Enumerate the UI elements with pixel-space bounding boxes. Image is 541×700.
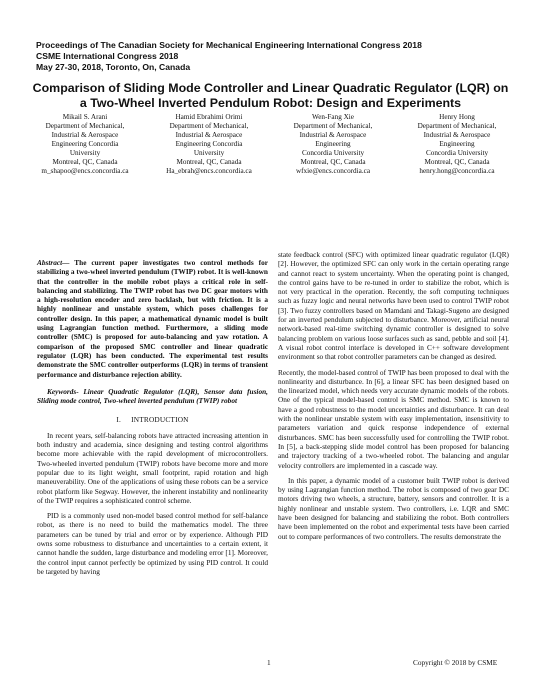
left-column [37,258,268,582]
author-name: Wen-Fang Xie [312,113,354,121]
author-affiliation-line: Department of Mechanical, [45,122,125,130]
paper-title: Comparison of Sliding Mode Controller and Linear Quadratic Regulator (LQR) on a Two-Wheel Inverted Pendulum Robot: Design and Experiments [32,81,509,110]
author-2 [150,113,268,176]
author-name: Mikail S. Arani [62,113,108,121]
keywords-text: Linear Quadratic Regulator (LQR), Sensor data fusion, Sliding mode control, Two-wheel inverted pendulum (TWIP) robot [37,386,268,406]
author-affiliation-line: Concordia University [425,149,489,157]
intro-paragraph-5: In this paper, a dynamic model of a customer built TWIP robot is derived by using Lagrangian function method. The robot is composed of two gear DC motors driving two wheels, a structure, battery, sensors and controller. It is a highly nonlinear and unstable system. Two controllers, i.e. LQR and SMC have been designed for balancing and stabilizing the robot. Both controllers have been implemented on the robot and experimental tests have been carried out to compare performances of two controllers. The results demonstrate the [278,475,509,541]
author-affiliation-line: Industrial & Aerospace [423,131,491,139]
author-email[interactable]: wfxie@encs.concordia.ca [295,167,371,175]
author-affiliation-line: Department of Mechanical, [293,122,373,130]
author-location: Montreal, QC, Canada [424,158,490,166]
abstract-paragraph [37,258,268,379]
date-location-line: May 27-30, 2018, Toronto, On, Canada [36,62,191,72]
author-affiliation-line: Concordia University [301,149,365,157]
right-column [278,250,509,547]
author-affiliation-line: Engineering Concordia [175,140,243,148]
intro-paragraph-4: Recently, the model-based control of TWIP has been proposed to deal with the nonlinearity and disturbance. In [6], a linear SFC has been designed based on the linearized model, which needs very accurate dynamic models of the robots. One of the typical model-based control is SMC method. SMC is known to have a good robustness to the model uncertainties and disturbance. It can deal with the nonlinear unstable system with easy implementation, insensitivity to parameters variation and quick response independence of external disturbances. SMC has been successfully used for controlling the TWIP robot. In [5], a back-stepping slide model control has been proposed for balancing and trajectory tracking of a two-wheeled robot. The balancing and angular velocity controllers are implemented in a cascade way. [278,367,509,470]
author-email[interactable]: m_shapoo@encs.concordia.ca [41,167,129,175]
author-4 [398,113,516,176]
abstract-label: Abstract— [37,258,70,267]
author-affiliation-line: Engineering Concordia [51,140,119,148]
intro-paragraph-1: In recent years, self-balancing robots have attracted increasing attention in both industry and academia, since designing and testing control algorithms become more achievable with the rapid development of microcontrollers. Two-wheeled inverted pendulum (TWIP) robots have become more and more popular due to its light weight, small footprint, rapid rotation and high maneuverability. One of the applications of using these robots can be a service robot platform like Segway. However, the inherent instability and nonlinearity of the TWIP requires a sophisticated control scheme. [37,430,268,505]
author-3 [274,113,392,176]
congress-line: CSME International Congress 2018 [36,51,179,61]
author-affiliation-line: Department of Mechanical, [417,122,497,130]
copyright-notice: Copyright © 2018 by CSME [413,658,498,667]
keywords-label: Keywords- [47,386,79,396]
author-location: Montreal, QC, Canada [300,158,366,166]
author-affiliation-line: University [193,149,225,157]
author-name: Hamid Ebrahimi Orimi [175,113,243,121]
keywords-paragraph [37,387,268,406]
author-affiliation-line: Industrial & Aerospace [175,131,243,139]
page-number: 1 [267,658,271,667]
section-heading: I. INTRODUCTION [116,415,189,425]
proceedings-line: Proceedings of The Canadian Society for Mechanical Engineering International Congress 2018 [36,40,422,50]
author-email[interactable]: Ha_ebrah@encs.concordia.ca [166,167,252,175]
author-email[interactable]: henry.hong@concordia.ca [419,167,495,175]
author-affiliation-line: University [69,149,101,157]
author-block [26,113,516,176]
author-location: Montreal, QC, Canada [52,158,118,166]
intro-paragraph-2: PID is a commonly used non-model based control method for self-balance robot, as there is no need to build the mathematics model. The three parameters can be tuned by trial and error or by experience. Although PID owns some robustness to disturbance and uncertainties to a certain extent, it cannot handle the sudden, large disturbance and modeling error [1]. Moreover, the control input cannot perfectly be optimized by using PID control. It could be targeted by having [37,511,268,576]
author-name: Henry Hong [439,113,475,121]
author-location: Montreal, QC, Canada [176,158,242,166]
author-affiliation-line: Industrial & Aerospace [299,131,367,139]
author-affiliation-line: Department of Mechanical, [169,122,249,130]
abstract-text: The current paper investigates two control methods for stabilizing a two-wheel inverted pendulum (TWIP) robot. It is well-known that the controller in the mobile robot plays a critical role in self-balancing and stabilizing. The TWIP robot has two DC gear motors with a high-resolution encoder and zero backlash, but with friction. It is a highly nonlinear and unstable system, which poses challenges for controller design. In this paper, a mathematical dynamic model is built using Lagrangian function method. Furthermore, a sliding mode controller (SMC) is proposed for auto-balancing and yaw rotation. A comparison of the proposed SMC controller and linear quadratic regulator (LQR) has been conducted. The experimental test results demonstrate the SMC controller outperforms (LQR) in terms of transient performance and disturbance rejection ability. [37,258,268,379]
author-affiliation-line: Industrial & Aerospace [51,131,119,139]
author-affiliation-line: Engineering [315,140,351,148]
intro-paragraph-3: state feedback control (SFC) with optimized linear quadratic regulator (LQR) [2]. However, the optimized SFC can only work in the certain operating range and cannot react to system uncertainty. When the operating point is changed, the control gains have to be re-tuned in order to stabilize the robot, which is not very practical in the operation. Recently, the soft computing techniques such as fuzzy logic and neural networks have been used to control TWIP robot [3]. Two fuzzy controllers based on Mamdani and Takagi-Sugeno are designed for an inverted pendulum subjected to disturbance. Moreover, artificial neural network-based real-time switching dynamic controller is designed to solve balancing problem on various loose surfaces such as sand, pebble and soil [4]. A visual robot control interface is developed in C++ software development environment so that robot controller parameters can be changed as desired. [278,250,509,362]
author-affiliation-line: Engineering [439,140,475,148]
author-1 [26,113,144,176]
